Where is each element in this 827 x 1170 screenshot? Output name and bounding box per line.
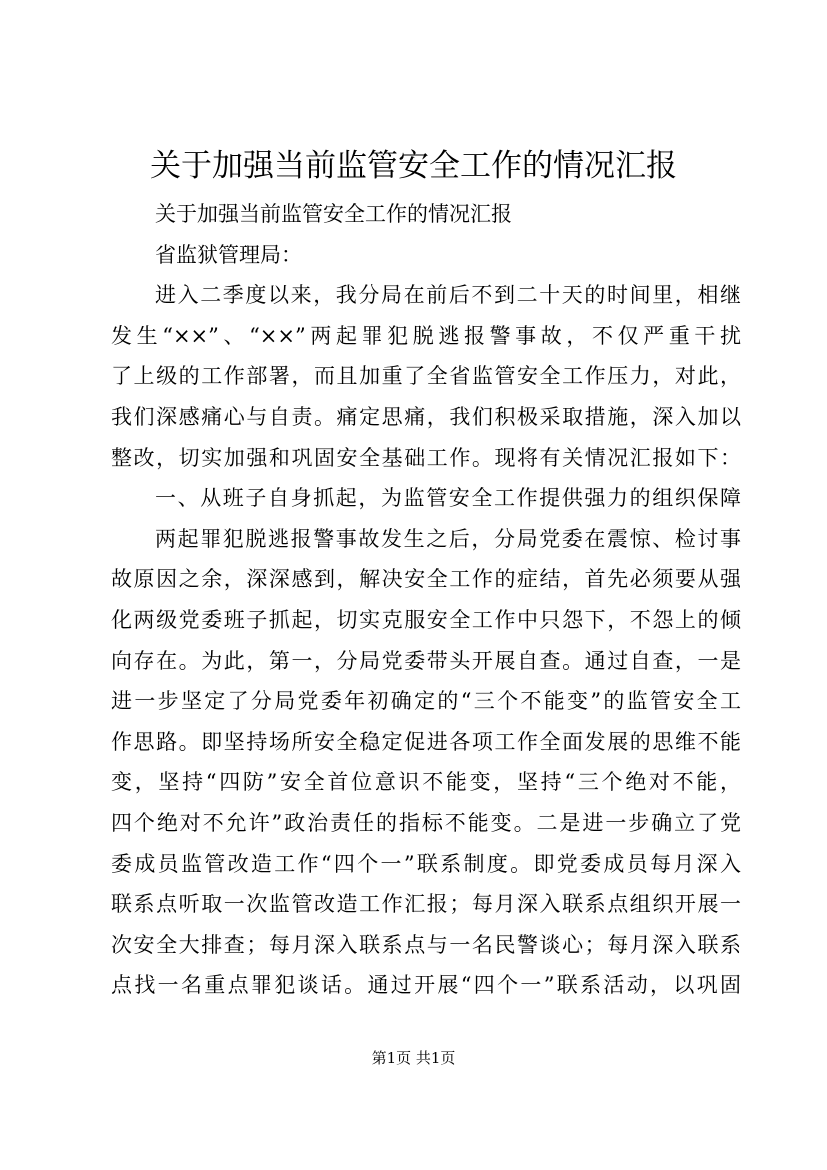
body-line-16: 四个绝对不允许”政治责任的指标不能变。二是进一步确立了党 xyxy=(111,810,741,835)
body-line-7: 整改，切实加强和巩固安全基础工作。现将有关情况汇报如下： xyxy=(111,445,741,470)
document-title: 关于加强当前监管安全工作的情况汇报 xyxy=(150,148,677,184)
body-line-11: 化两级党委班子抓起，切实克服安全工作中只怨下，不怨上的倾 xyxy=(111,607,741,632)
document-body xyxy=(111,194,741,1006)
body-line-6: 我们深感痛心与自责。痛定思痛，我们积极采取措施，深入加以 xyxy=(111,404,741,429)
body-line-15: 变，坚持“四防”安全首位意识不能变，坚持“三个绝对不能， xyxy=(111,770,741,795)
body-line-8: 一、从班子自身抓起，为监管安全工作提供强力的组织保障 xyxy=(155,486,741,511)
body-line-10: 故原因之余，深深感到，解决安全工作的症结，首先必须要从强 xyxy=(111,567,741,592)
body-line-2: 省监狱管理局： xyxy=(155,242,302,267)
body-line-19: 次安全大排查；每月深入联系点与一名民警谈心；每月深入联系 xyxy=(111,932,741,957)
body-line-13: 进一步坚定了分局党委年初确定的“三个不能变”的监管安全工 xyxy=(111,689,741,714)
body-line-17: 委成员监管改造工作“四个一”联系制度。即党委成员每月深入 xyxy=(111,851,741,876)
body-line-3: 进入二季度以来，我分局在前后不到二十天的时间里，相继 xyxy=(155,283,741,308)
page-footer: 第1页 共1页 xyxy=(371,1049,456,1067)
body-line-5: 了上级的工作部署，而且加重了全省监管安全工作压力，对此， xyxy=(111,364,741,389)
body-line-4: 发生“××”、“××”两起罪犯脱逃报警事故，不仅严重干扰 xyxy=(111,323,741,348)
body-line-9: 两起罪犯脱逃报警事故发生之后，分局党委在震惊、检讨事 xyxy=(155,526,741,551)
body-line-14: 作思路。即坚持场所安全稳定促进各项工作全面发展的思维不能 xyxy=(111,729,741,754)
body-line-12: 向存在。为此，第一，分局党委带头开展自查。通过自查，一是 xyxy=(111,648,741,673)
body-line-20: 点找一名重点罪犯谈话。通过开展“四个一”联系活动，以巩固 xyxy=(111,973,741,998)
body-line-1: 关于加强当前监管安全工作的情况汇报 xyxy=(155,202,512,226)
body-line-18: 联系点听取一次监管改造工作汇报；每月深入联系点组织开展一 xyxy=(111,892,741,917)
